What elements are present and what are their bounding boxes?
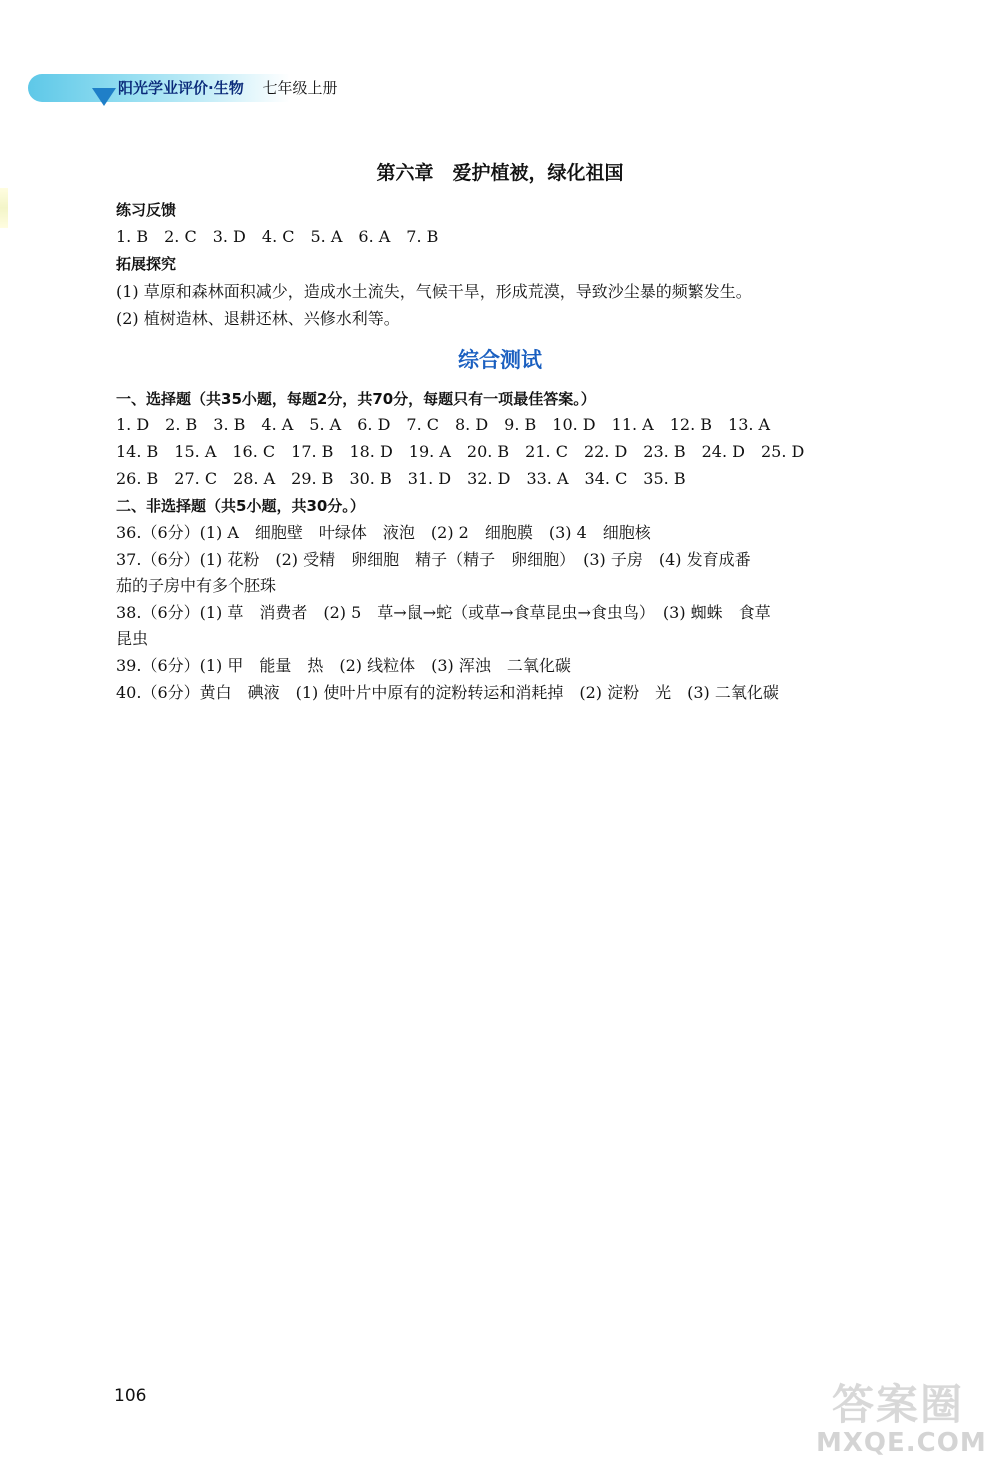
practice-answers: 1. B 2. C 3. D 4. C 5. A 6. A 7. B <box>116 227 439 246</box>
answer-line: 茄的子房中有多个胚珠 <box>116 576 277 595</box>
answer-line: 38.（6分）(1) 草 消费者 (2) 5 草→鼠→蛇（或草→食草昆虫→食虫鸟） (3) 蜘蛛 食草 <box>116 603 771 622</box>
explore-answer-1: (1) 草原和森林面积减少，造成水土流失，气候干旱，形成荒漠，导致沙尘暴的频繁发生。 <box>116 282 752 301</box>
grade-label: 七年级上册 <box>262 79 338 97</box>
practice-heading: 练习反馈 <box>116 201 177 219</box>
choice-row: 14. B 15. A 16. C 17. B 18. D 19. A 20. B 21. C 22. D 23. B 24. D 25. D <box>116 442 805 461</box>
watermark-url: MXQE.COM <box>816 1428 987 1458</box>
explore-heading: 拓展探究 <box>116 255 177 273</box>
running-header <box>118 76 338 100</box>
explore-answer-2: (2) 植树造林、退耕还林、兴修水利等。 <box>116 309 400 328</box>
test-title: 综合测试 <box>458 348 542 372</box>
choice-row: 26. B 27. C 28. A 29. B 30. B 31. D 32. D 33. A 34. C 35. B <box>116 469 686 488</box>
watermark-logo-text: 答案圈 <box>832 1380 965 1429</box>
answer-line: 昆虫 <box>116 629 149 648</box>
page-edge-mark <box>0 188 8 228</box>
answer-line: 37.（6分）(1) 花粉 (2) 受精 卵细胞 精子（精子 卵细胞） (3) 子房 (4) 发育成番 <box>116 550 751 569</box>
watermark <box>812 1372 992 1462</box>
answer-line: 39.（6分）(1) 甲 能量 热 (2) 线粒体 (3) 浑浊 二氧化碳 <box>116 656 571 675</box>
part1-heading: 一、选择题（共35小题，每题2分，共70分，每题只有一项最佳答案。） <box>116 390 596 408</box>
answer-line: 40.（6分）黄白 碘液 (1) 使叶片中原有的淀粉转运和消耗掉 (2) 淀粉 光 (3) 二氧化碳 <box>116 683 779 702</box>
answer-line: 36.（6分）(1) A 细胞壁 叶绿体 液泡 (2) 2 细胞膜 (3) 4 细胞核 <box>116 523 651 542</box>
series-title: 阳光学业评价·生物 <box>118 79 244 97</box>
header-arrow-icon <box>92 88 116 106</box>
chapter-title: 第六章 爱护植被，绿化祖国 <box>376 162 624 184</box>
page-number: 106 <box>114 1386 147 1406</box>
part2-heading: 二、非选择题（共5小题，共30分。） <box>116 497 365 515</box>
choice-row: 1. D 2. B 3. B 4. A 5. A 6. D 7. C 8. D 9. B 10. D 11. A 12. B 13. A <box>116 415 771 434</box>
